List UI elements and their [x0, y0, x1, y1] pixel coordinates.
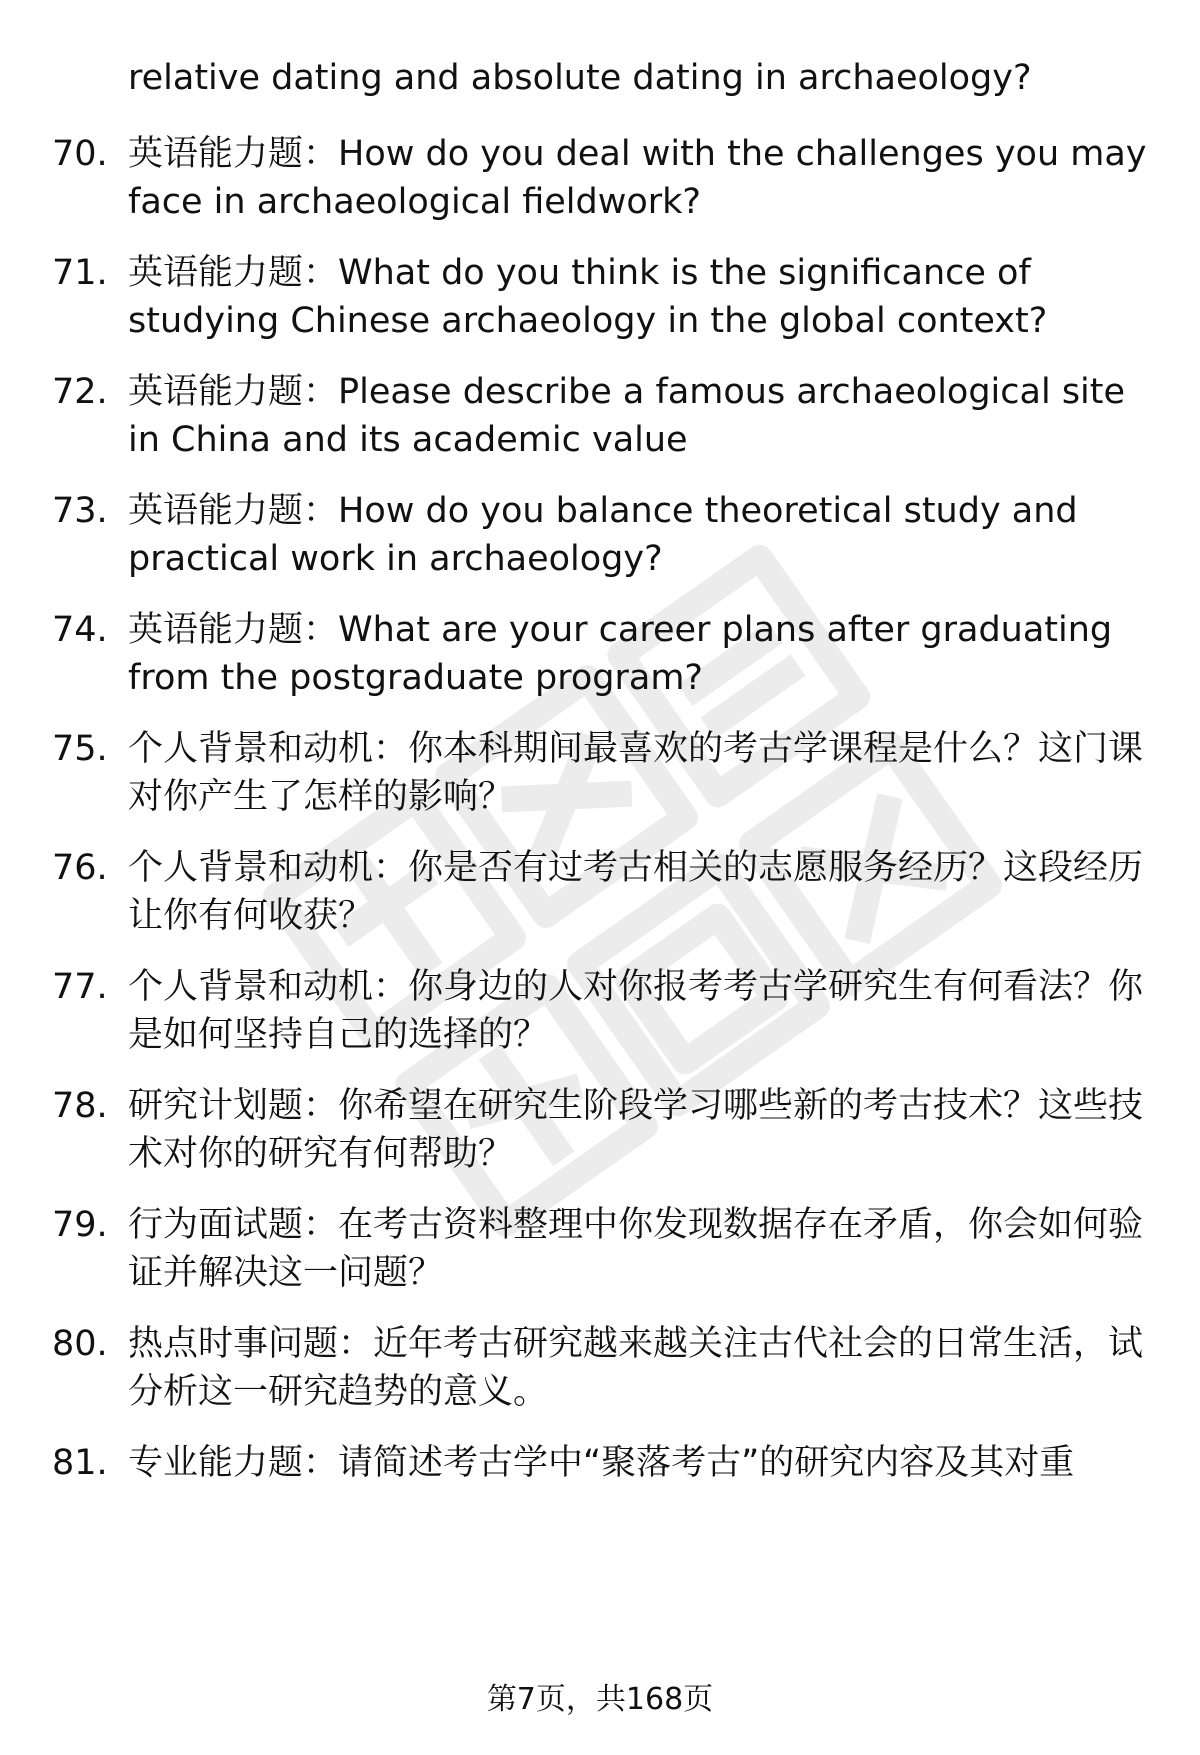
- question-number: 78.: [52, 1086, 108, 1126]
- question-text: 英语能力题：How do you balance theoretical study and practical work in archaeology?: [128, 491, 1078, 579]
- question-text: 英语能力题：Please describe a famous archaeological site in China and its academic value: [128, 372, 1126, 460]
- question-text: 英语能力题：What do you think is the significance of studying Chinese archaeology in the global context?: [128, 253, 1048, 341]
- question-text: 个人背景和动机：你是否有过考古相关的志愿服务经历？这段经历让你有何收获？: [128, 848, 1144, 936]
- question-number: 79.: [52, 1205, 108, 1245]
- question-number: 77.: [52, 967, 108, 1007]
- continued-question-text: relative dating and absolute dating in archaeology?: [128, 58, 1032, 98]
- question-number: 76.: [52, 848, 108, 888]
- question-item: [52, 368, 1162, 464]
- question-text: 个人背景和动机：你身边的人对你报考考古学研究生有何看法？你是如何坚持自己的选择的？: [128, 967, 1144, 1055]
- question-item: [52, 844, 1162, 940]
- question-text: 热点时事问题：近年考古研究越来越关注古代社会的日常生活，试分析这一研究趋势的意义。: [128, 1324, 1144, 1412]
- question-item: [52, 1439, 1162, 1487]
- question-text: 专业能力题：请简述考古学中“聚落考古”的研究内容及其对重: [128, 1443, 1075, 1483]
- question-item: [52, 725, 1162, 821]
- question-list: [0, 54, 1200, 1487]
- question-text: 个人背景和动机：你本科期间最喜欢的考古学课程是什么？这门课对你产生了怎样的影响？: [128, 729, 1144, 817]
- question-item: [52, 249, 1162, 345]
- question-item: [52, 1201, 1162, 1297]
- question-number: 80.: [52, 1324, 108, 1364]
- question-item: [52, 606, 1162, 702]
- question-number: 74.: [52, 610, 108, 650]
- question-item: [52, 1320, 1162, 1416]
- question-text: 研究计划题：你希望在研究生阶段学习哪些新的考古技术？这些技术对你的研究有何帮助？: [128, 1086, 1144, 1174]
- question-item: [52, 130, 1162, 226]
- question-number: 75.: [52, 729, 108, 769]
- question-item: [52, 1082, 1162, 1178]
- question-item: [52, 487, 1162, 583]
- question-number: 71.: [52, 253, 108, 293]
- question-number: 70.: [52, 134, 108, 174]
- question-text: 英语能力题：How do you deal with the challenges you may face in archaeological fieldwork?: [128, 134, 1147, 222]
- question-text: 英语能力题：What are your career plans after graduating from the postgraduate program?: [128, 610, 1113, 698]
- question-number: 81.: [52, 1443, 108, 1483]
- question-item: [52, 963, 1162, 1059]
- question-text: 行为面试题：在考古资料整理中你发现数据存在矛盾，你会如何验证并解决这一问题？: [128, 1205, 1144, 1293]
- page-number-footer: 第7页，共168页: [486, 1682, 714, 1717]
- question-number: 73.: [52, 491, 108, 531]
- question-number: 72.: [52, 372, 108, 412]
